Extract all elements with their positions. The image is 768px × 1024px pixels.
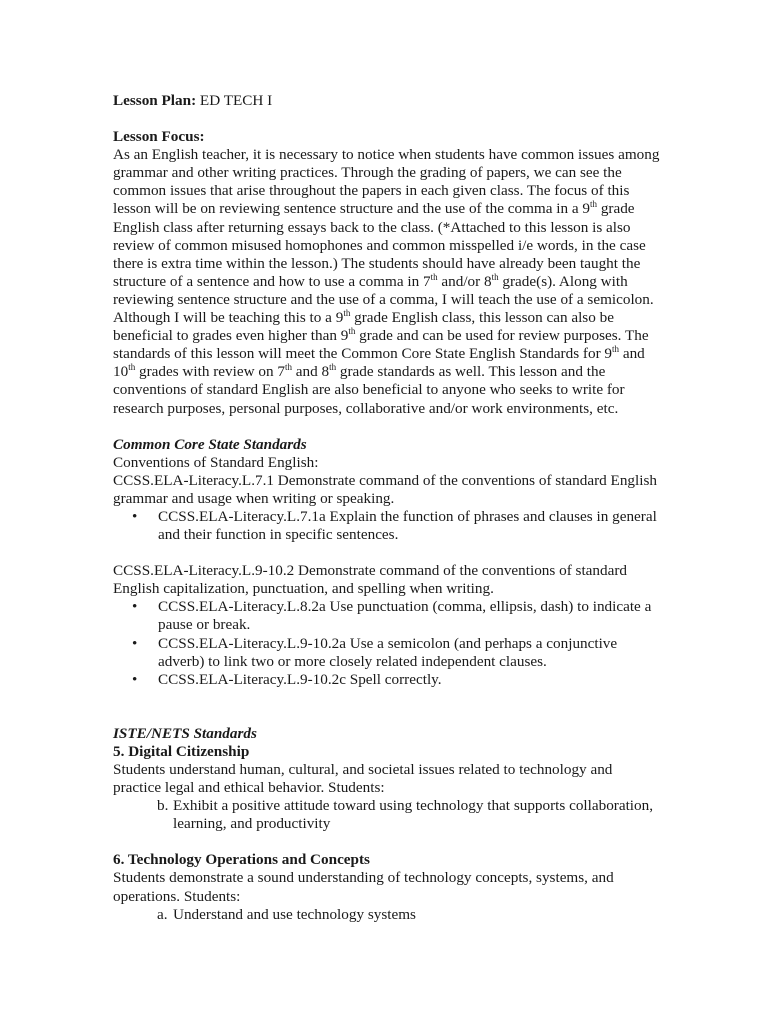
focus-sup-4: th	[343, 307, 351, 318]
bullet-dot-icon: •	[132, 507, 138, 525]
bullet-dot-icon: •	[132, 634, 138, 652]
focus-text-1: As an English teacher, it is necessary to notice when students have common issues among grammar and other writing practices. Through the grading of papers, we can see the common issues that arise throughout the papers in each given class. The focus of this lesson will be on reviewing sentence structure and the use of the comma in a 9	[113, 146, 660, 218]
digital-citizenship-heading: 5. Digital Citizenship	[113, 742, 250, 760]
ccss-l71-bullet-list	[113, 508, 661, 544]
list-marker: b.	[157, 797, 169, 815]
focus-text-7: and 10	[113, 345, 645, 381]
lesson-title-label: Lesson Plan:	[113, 92, 200, 109]
focus-sup-9: th	[329, 362, 337, 373]
ccss-standard-l9-10-2: CCSS.ELA-Literacy.L.9-10.2 Demonstrate command of the conventions of standard English capitalization, punctuation, and spelling when writing.	[113, 562, 628, 598]
document-body	[113, 92, 661, 924]
focus-text-6: grade and can be used for review purposes. The standards of this lesson will meet the Common Core State English Standards for 9	[113, 327, 649, 363]
bullet-text: CCSS.ELA-Literacy.L.8.2a Use punctuation (comma, ellipsis, dash) to indicate a pause or break.	[158, 598, 652, 634]
focus-text-2: grade English class after returning essays back to the class. (*Attached to this lesson is also review of common misused homophones and common misspelled i/e words, in the case there is extra time within the lesson.) The students should have already been taught the structure of a sentence and how to use a comma in 7	[113, 200, 646, 290]
lettered-list-item	[113, 906, 661, 924]
focus-text-10: grade standards as well. This lesson and the conventions of standard English are also beneficial to anyone who seeks to write for research purposes, personal purposes, collaborative and/or work environments, etc.	[113, 363, 625, 417]
lesson-title-value: ED TECH I	[199, 92, 273, 109]
focus-text-9: and 8	[291, 363, 330, 381]
focus-sup-2: th	[430, 271, 438, 282]
tech-operations-heading: 6. Technology Operations and Concepts	[113, 851, 370, 869]
bullet-text: CCSS.ELA-Literacy.L.9-10.2c Spell correctly.	[158, 670, 442, 688]
focus-sup-7: th	[128, 362, 136, 373]
tech-operations-list	[113, 906, 661, 924]
bullet-dot-icon: •	[132, 670, 138, 688]
bullet-dot-icon: •	[132, 598, 138, 616]
lesson-title	[113, 92, 661, 110]
spacer	[113, 833, 661, 851]
focus-sup-5: th	[348, 326, 356, 337]
focus-sup-6: th	[612, 344, 620, 355]
focus-sup-8: th	[284, 362, 292, 373]
focus-text-8: grades with review on 7	[135, 363, 285, 381]
digital-citizenship-list	[113, 797, 661, 833]
spacer	[113, 544, 661, 562]
bullet-list-item	[113, 671, 661, 689]
lesson-focus-heading: Lesson Focus:	[113, 128, 205, 146]
tech-operations-text: Students demonstrate a sound understanding of technology concepts, systems, and operations. Students:	[113, 869, 614, 905]
focus-sup-3: th	[491, 271, 499, 282]
list-marker: a.	[157, 905, 168, 923]
list-item-text: Understand and use technology systems	[173, 905, 416, 923]
list-item-text: Exhibit a positive attitude toward using technology that supports collaboration, learning, and productivity	[173, 797, 654, 833]
bullet-text: CCSS.ELA-Literacy.L.9-10.2a Use a semicolon (and perhaps a conjunctive adverb) to link two or more closely related independent clauses.	[158, 634, 618, 670]
bullet-text: CCSS.ELA-Literacy.L.7.1a Explain the function of phrases and clauses in general and their function in specific sentences.	[158, 507, 657, 544]
focus-text-3: and/or 8	[437, 272, 492, 290]
spacer	[113, 418, 661, 436]
ccss-heading: Common Core State Standards	[113, 435, 307, 453]
bullet-list-item	[113, 508, 661, 544]
spacer	[113, 689, 661, 725]
lesson-focus-paragraph	[113, 146, 661, 417]
lettered-list-item	[113, 797, 661, 833]
digital-citizenship-text: Students understand human, cultural, and societal issues related to technology and practice legal and ethical behavior. Students:	[113, 761, 613, 797]
focus-text-4: grade(s). Along with reviewing sentence structure and the use of a comma, I will teach the use of a semicolon. Although I will be teaching this to a 9	[113, 272, 654, 327]
focus-text-5: grade English class, this lesson can also be beneficial to grades even higher than 9	[113, 309, 614, 345]
focus-sup-1: th	[590, 199, 598, 210]
ccss-l9-10-2-bullet-list	[113, 598, 661, 688]
ccss-standard-l71: CCSS.ELA-Literacy.L.7.1 Demonstrate command of the conventions of standard English grammar and usage when writing or speaking.	[113, 471, 657, 507]
bullet-list-item	[113, 635, 661, 671]
iste-heading: ISTE/NETS Standards	[113, 724, 257, 742]
ccss-subheading: Conventions of Standard English:	[113, 453, 319, 471]
bullet-list-item	[113, 598, 661, 634]
